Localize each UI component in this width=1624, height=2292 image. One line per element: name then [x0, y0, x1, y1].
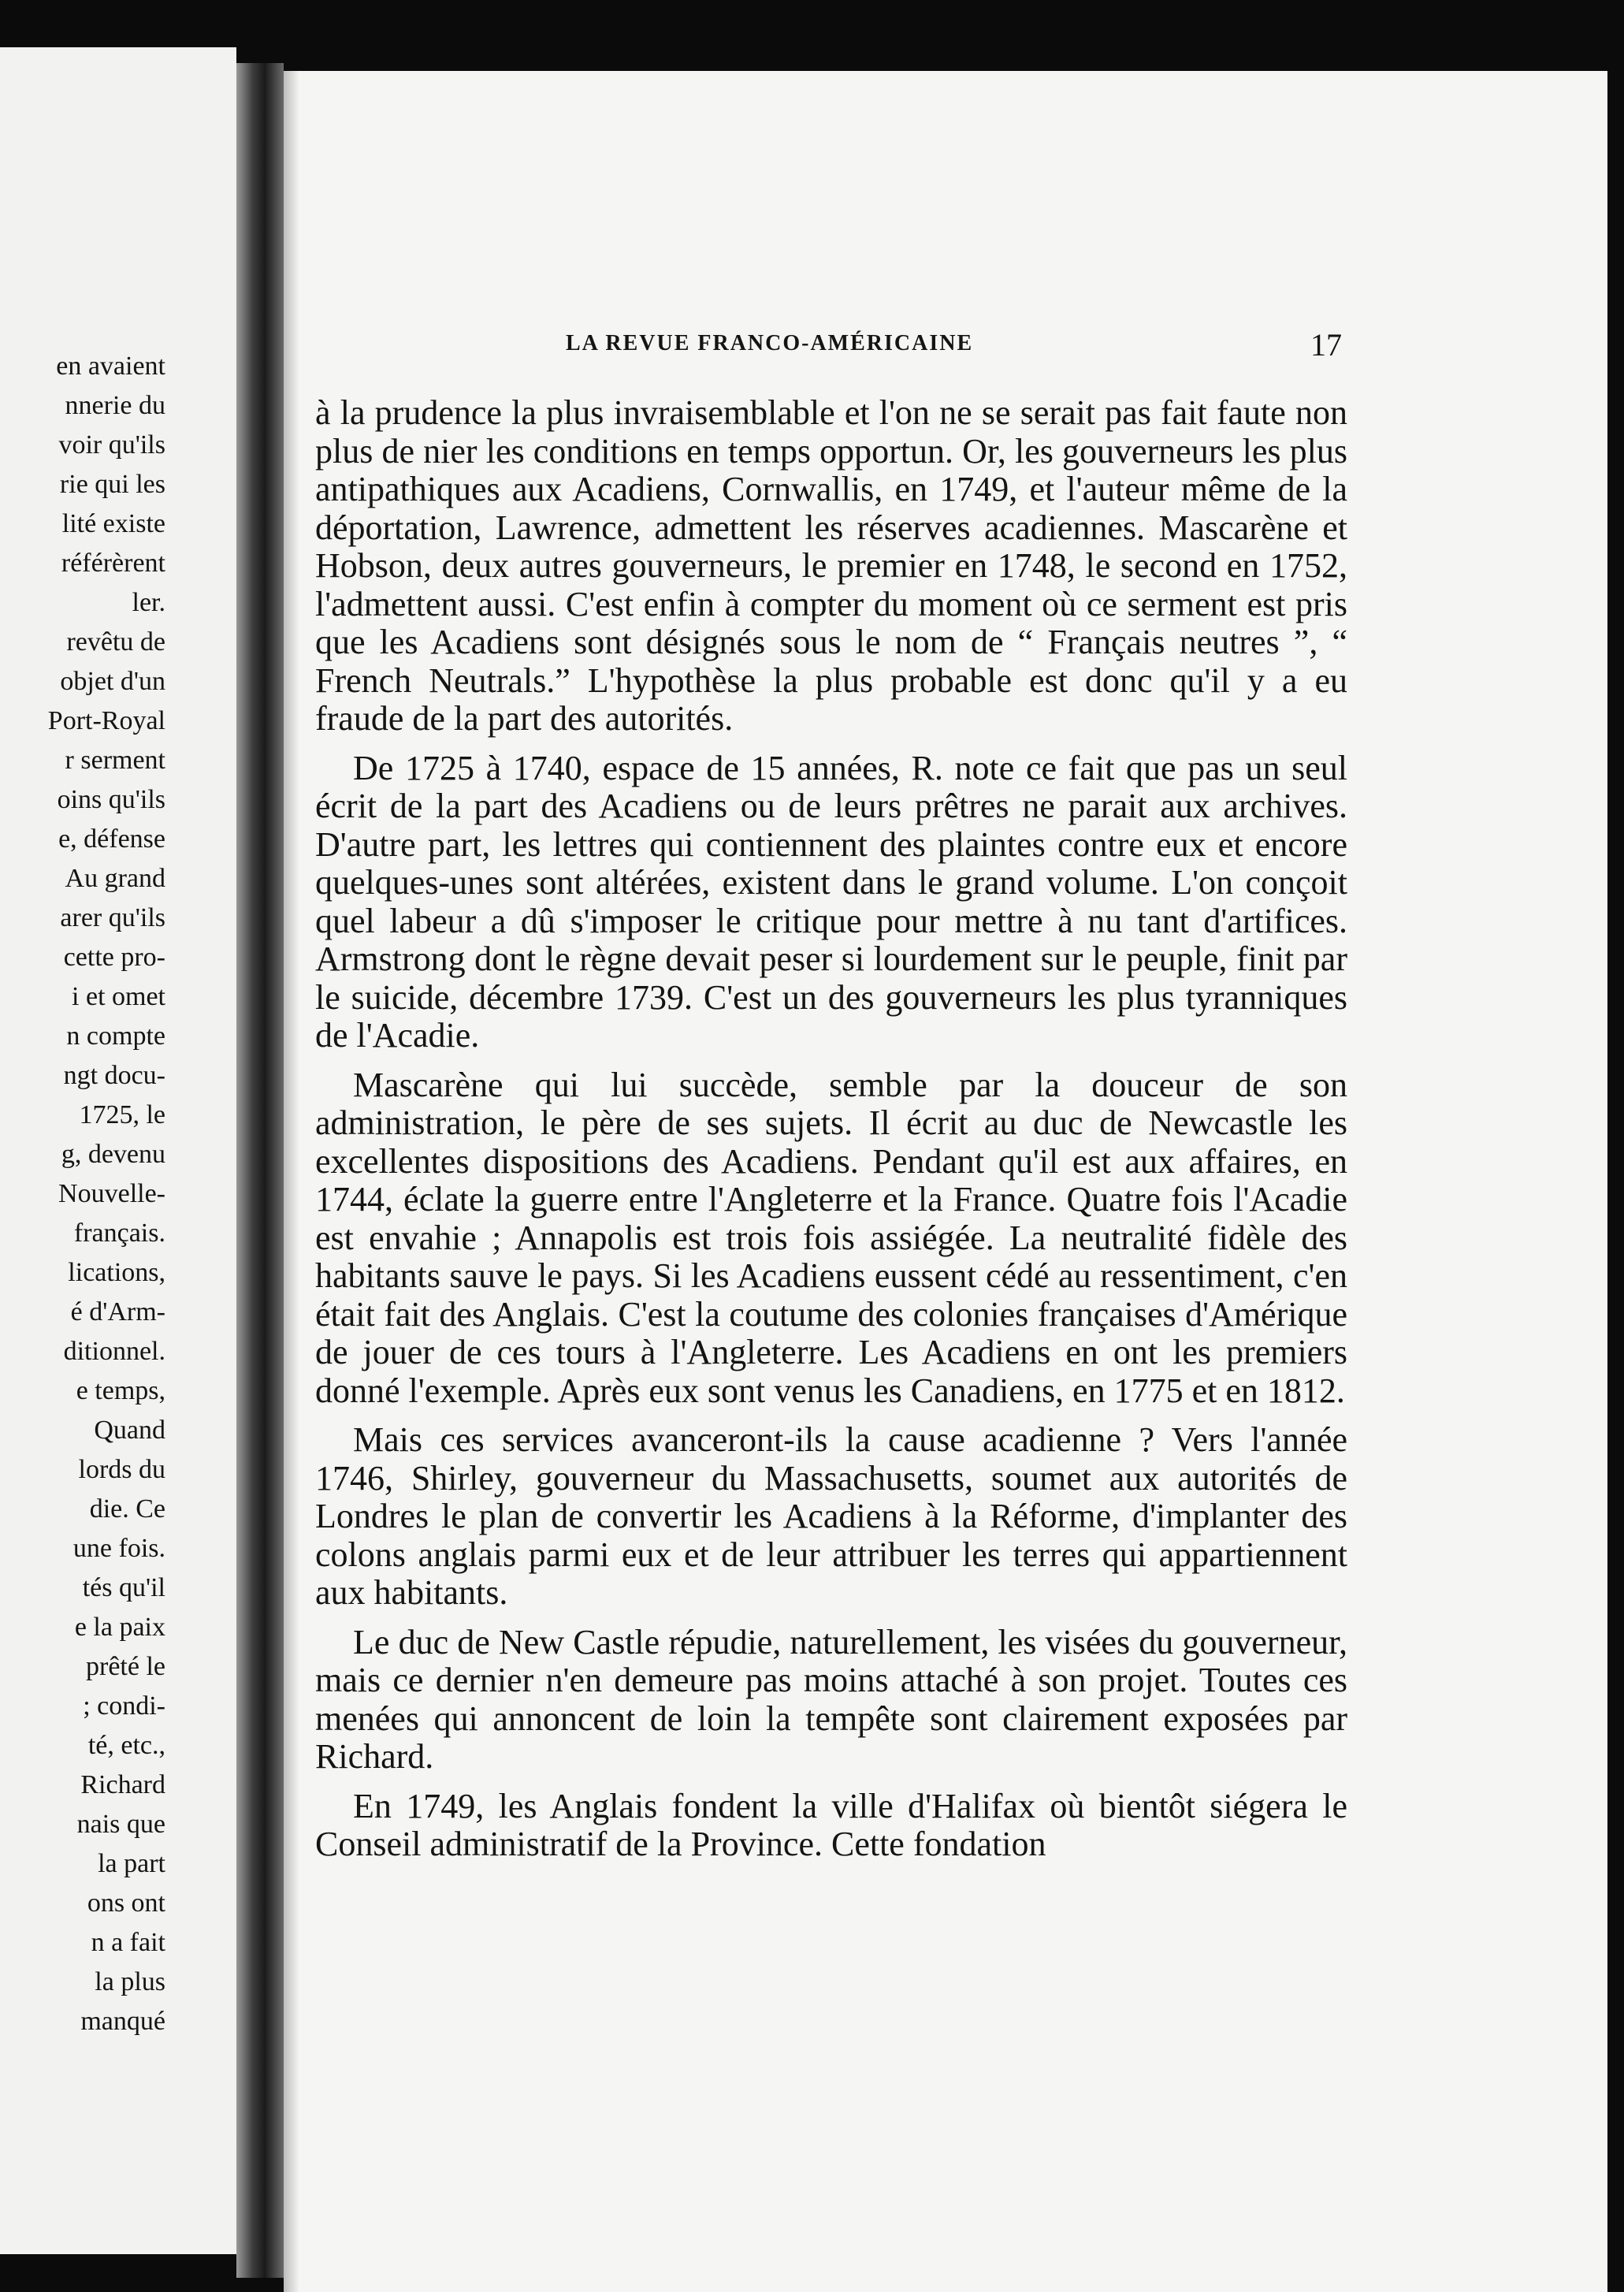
left-page-line: 1725, le: [79, 1100, 165, 1129]
left-page-line: nais que: [76, 1810, 165, 1839]
left-page-line: ler.: [132, 588, 165, 617]
left-page-line: lité existe: [61, 509, 165, 538]
left-page-line: e, défense: [58, 824, 165, 854]
left-page-line: Richard: [80, 1770, 165, 1799]
paragraph: Mais ces services avanceront-ils la cause acadienne ? Vers l'année 1746, Shirley, gouverneur du Massachusetts, soumet aux autorités de Londres le plan de convertir les Acadiens à la Réforme, d'implanter des colons anglais parmi eux et de leur attribuer les terres qui appartiennent aux habitants.: [315, 1420, 1347, 1612]
left-page-line: n a fait: [91, 1928, 165, 1957]
left-page-line: die. Ce: [89, 1494, 165, 1524]
left-page-line: e la paix: [74, 1613, 165, 1642]
left-page-line: Au grand: [65, 864, 165, 893]
left-page-line: une fois.: [72, 1534, 165, 1563]
left-page-line: Quand: [94, 1416, 165, 1445]
left-page-line: ; condi-: [83, 1691, 165, 1721]
paragraph: Le duc de New Castle répudie, naturellement, les visées du gouverneur, mais ce dernier n'en demeure pas moins attaché à son projet. Toutes ces menées qui annoncent de loin la tempête sont clairement exposées par Richard.: [315, 1622, 1347, 1776]
left-page-line: g, devenu: [61, 1140, 165, 1169]
left-page-line: en avaient: [56, 352, 165, 381]
page-header: [566, 327, 1342, 370]
book-gutter: [236, 63, 284, 2278]
left-page-line: Port-Royal: [47, 706, 165, 735]
left-page-line: é d'Arm-: [70, 1297, 165, 1326]
left-page-line: cette pro-: [63, 943, 165, 972]
left-page-line: n compte: [66, 1021, 165, 1051]
left-page-line: objet d'un: [60, 667, 165, 696]
left-page-line: rie qui les: [59, 470, 165, 499]
left-page-line: e temps,: [76, 1376, 165, 1405]
left-page-line: manqué: [80, 2007, 165, 2036]
left-page-line: tés qu'il: [82, 1573, 165, 1602]
left-page-line: nnerie du: [65, 391, 165, 420]
page-number: 17: [1310, 327, 1342, 363]
left-page-line: i et omet: [72, 982, 165, 1011]
page-shadow: [284, 71, 299, 2292]
left-page-line: oins qu'ils: [57, 785, 165, 814]
left-page-line: voir qu'ils: [58, 430, 165, 460]
left-page-line: arer qu'ils: [60, 903, 165, 932]
left-page-line: lords du: [78, 1455, 165, 1484]
left-page-line: la plus: [95, 1967, 165, 1996]
paragraph: De 1725 à 1740, espace de 15 années, R. note ce fait que pas un seul écrit de la part des Acadiens ou de leurs prêtres ne parait aux archives. D'autre part, les lettres qui contiennent des plaintes contre eux et encore quelques-unes sont altérées, existent dans le grand volume. L'on conçoit quel labeur a dû s'imposer le critique pour mettre à nu tant d'artifices. Armstrong dont le règne devait peser si lourdement sur le peuple, finit par le suicide, décembre 1739. C'est un des gouverneurs les plus tyranniques de l'Acadie.: [315, 748, 1347, 1055]
left-page-line: français.: [73, 1219, 165, 1248]
left-page-line: ditionnel.: [63, 1337, 165, 1366]
left-page-line: référèrent: [61, 549, 165, 578]
paragraph: à la prudence la plus invraisemblable et l'on ne se serait pas fait faute non plus de nier les conditions en temps opportun. Or, les gouverneurs les plus antipathiques aux Acadiens, Cornwallis, en 1749, et l'auteur même de la déportation, Lawrence, admettent les réserves acadiennes. Mascarène et Hobson, deux autres gouverneurs, le premier en 1748, le second en 1752, l'admettent aussi. C'est enfin à compter du moment où ce serment est pris que les Acadiens sont désignés sous le nom de “ Français neutres ”, “ French Neutrals.” L'hypothèse la plus probable est donc qu'il y a eu fraude de la part des autorités.: [315, 393, 1347, 738]
left-page-line: té, etc.,: [87, 1731, 165, 1760]
left-page-line: revêtu de: [66, 627, 165, 657]
left-page-line: lications,: [68, 1258, 165, 1287]
left-page-line: ngt docu-: [63, 1061, 165, 1090]
paragraph: Mascarène qui lui succède, semble par la douceur de son administration, le père de ses sujets. Il écrit au duc de Newcastle les excellentes dispositions des Acadiens. Pendant qu'il est aux affaires, en 1744, éclate la guerre entre l'Angleterre et la France. Quatre fois l'Acadie est envahie ; Annapolis est trois fois assiégée. La neutralité fidèle des habitants sauve le pays. Si les Acadiens eussent cédé au ressentiment, c'en était fait des Anglais. C'est la coutume des colonies françaises d'Amérique de jouer de ces tours à l'Angleterre. Les Acadiens en ont les premiers donné l'exemple. Après eux sont venus les Canadiens, en 1775 et en 1812.: [315, 1065, 1347, 1410]
left-page-line: la part: [98, 1849, 165, 1878]
left-page-line: r serment: [65, 746, 165, 775]
left-page-fragment: [0, 47, 236, 2254]
running-title: LA REVUE FRANCO-AMÉRICAINE: [566, 331, 974, 355]
left-page-line: ons ont: [87, 1888, 165, 1918]
left-page-line: prêté le: [86, 1652, 165, 1681]
paragraph: En 1749, les Anglais fondent la ville d'Halifax où bientôt siégera le Conseil administratif de la Province. Cette fondation: [315, 1786, 1347, 1863]
left-page-line: Nouvelle-: [58, 1179, 165, 1208]
body-text: [315, 394, 1347, 1875]
